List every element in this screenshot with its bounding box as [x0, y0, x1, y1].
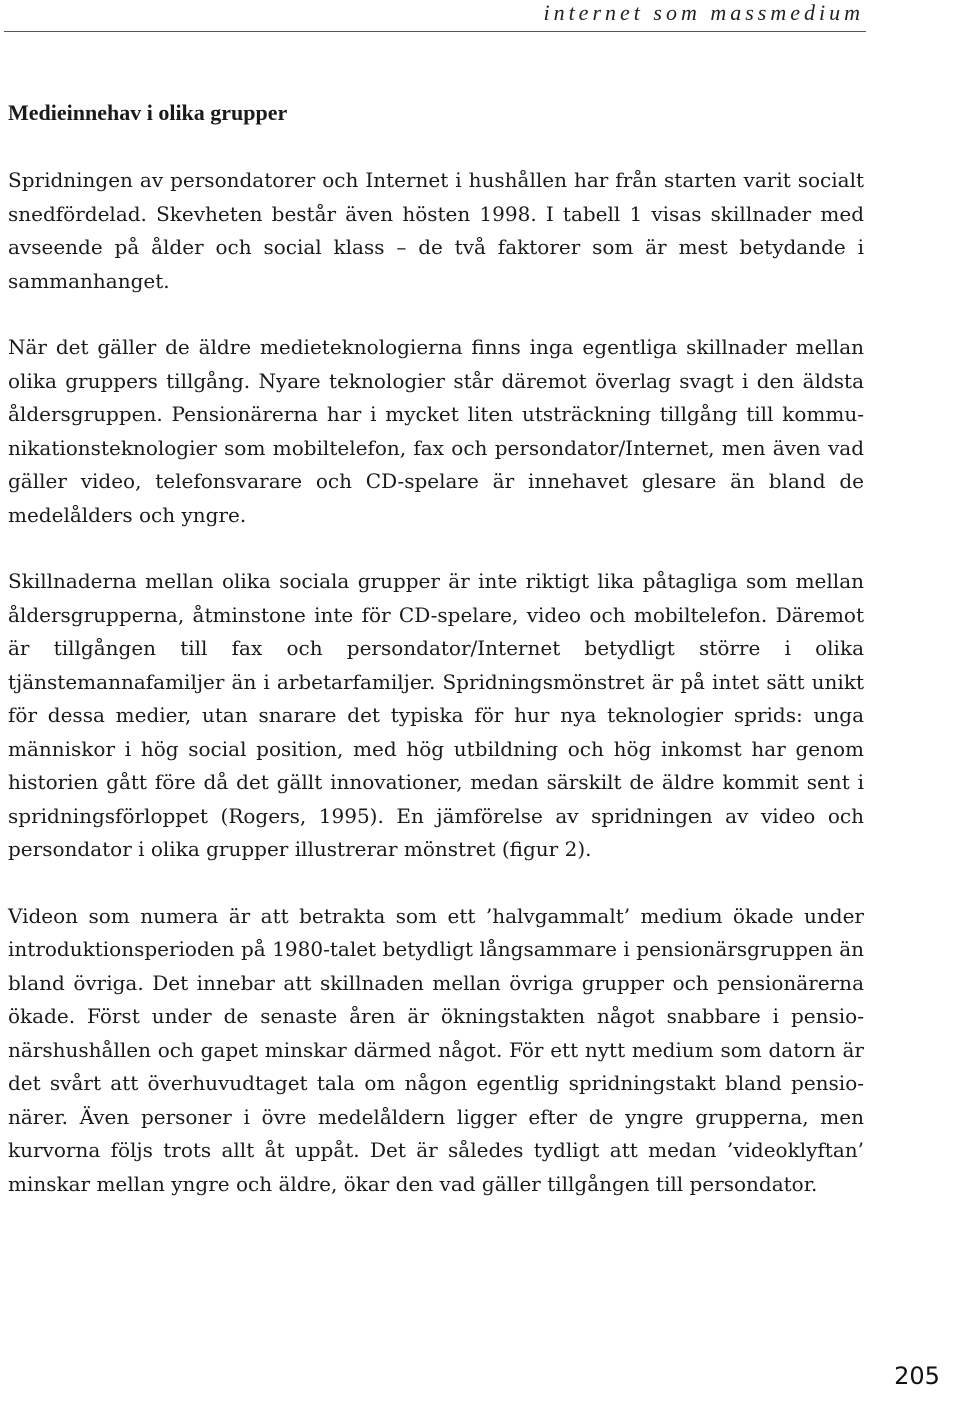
page-number: 205 — [874, 1344, 960, 1408]
body-text — [8, 164, 864, 1234]
paragraph-2: När det gäller de äldre medieteknologierna finns inga egentliga skillnader mellan olika gruppers tillgång. Nyare teknologier står däremot överlag svagt i den äldsta åldersgruppen. Pensionärerna har i mycket liten utsträckning tillgång till kommunikationsteknologier som mobiltelefon, fax och persondator/Internet, men även vad gäller video, telefonsvarare och CD-spelare är innehavet glesare än bland de medelålders och yngre. — [8, 335, 864, 527]
header-rule — [4, 31, 866, 32]
paragraph-1: Spridningen av persondatorer och Internet i hushållen har från starten varit socialt snedfördelad. Skevheten består även hösten 1998. I tabell 1 visas skillnader med avseende på ålder och social klass – de två faktorer som är mest betydande i sammanhanget. — [8, 168, 864, 293]
section-heading: Medieinnehav i olika grupper — [8, 100, 288, 125]
paragraph-3: Skillnaderna mellan olika sociala grupper är inte riktigt lika påtagliga som mellan åldersgrupperna, åtminstone inte för CD-spelare, video och mobiltelefon. Däremot är tillgången till fax och persondator/Internet betydligt större i olika tjänstemannafamiljer än i arbetarfamiljer. Spridningsmönstret är på intet sätt unikt för dessa medier, utan snarare det typiska för hur nya teknologier sprids: unga människor i hög social position, med hög utbildning och hög inkomst har genom historien gått före då det gällt innovationer, medan särskilt de äldre kommit sent i spridningsförloppet (Rogers, 1995). En jämförelse av spridningen av video och persondator i olika grupper illustrerar mönstret (figur 2). — [8, 569, 864, 861]
running-header: internet som massmedium — [543, 0, 864, 25]
paragraph-4: Videon som numera är att betrakta som ett ’halvgammalt’ medium ökade under introduktionsperioden på 1980-talet betydligt långsammare i pensionärsgruppen än bland övriga. Det innebar att skillnaden mellan övriga grupper och pensionärerna ökade. Först under de senaste åren är ökningstakten något snabbare i pensionärshushållen och gapet minskar därmed något. För ett nytt medium som datorn är det svårt att överhuvudtaget tala om någon egentlig spridningstakt bland pensionärer. Även personer i övre medelåldern ligger efter de yngre grupperna, men kurvorna följs trots allt åt uppåt. Det är således tydligt att medan ’videoklyftan’ minskar mellan yngre och äldre, ökar den vad gäller tillgången till persondator. — [8, 903, 864, 1196]
